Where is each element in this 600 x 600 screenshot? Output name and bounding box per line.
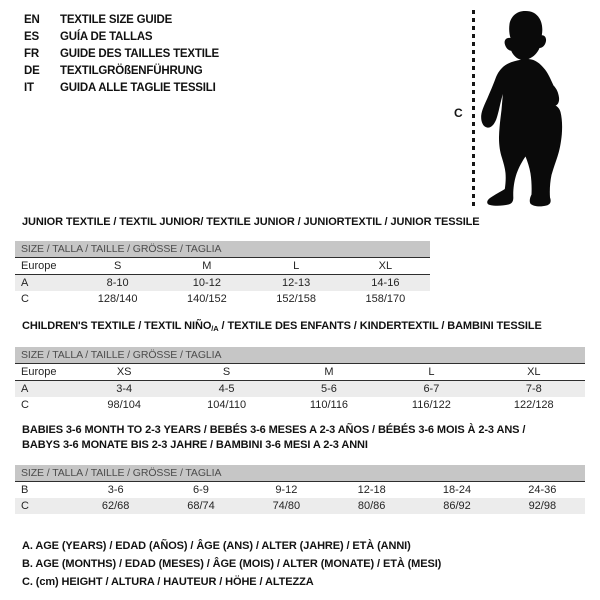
age-cell: 5-6 (321, 383, 337, 395)
age-cell: 4-5 (218, 383, 235, 395)
height-cell: 152/158 (276, 293, 316, 305)
row-label: A (21, 383, 29, 395)
height-cell: 92/98 (528, 500, 557, 512)
language-code: IT (24, 82, 34, 94)
age-row (15, 275, 430, 291)
language-code: FR (24, 48, 39, 60)
language-row (24, 29, 219, 46)
row-label: C (21, 500, 29, 512)
children-table-title (22, 320, 542, 333)
height-cell: 98/104 (107, 399, 142, 411)
row-label: C (21, 293, 29, 305)
months-cell: 18-24 (442, 484, 472, 496)
size-cell: L (293, 260, 300, 272)
age-row (15, 381, 585, 397)
language-row (24, 80, 219, 97)
junior-table-title: JUNIOR TEXTILE / TEXTIL JUNIOR/ TEXTILE JUNIOR / JUNIORTEXTIL / JUNIOR TESSILE (22, 216, 480, 228)
height-cell: 140/152 (186, 293, 227, 305)
size-cell: XL (527, 366, 541, 378)
height-cell: 68/74 (187, 500, 215, 512)
measure-label-c: C (454, 106, 463, 120)
language-label: GUIDE DES TAILLES TEXTILE (60, 48, 219, 60)
footnote-a: A. AGE (YEARS) / EDAD (AÑOS) / ÂGE (ANS) / ALTER (JAHRE) / ETÀ (ANNI) (22, 540, 411, 552)
height-row (15, 291, 430, 307)
age-cell: 6-7 (423, 383, 440, 395)
language-label: GUIDA ALLE TAGLIE TESSILI (60, 82, 216, 94)
height-cell: 122/128 (513, 399, 554, 411)
size-cell: XS (116, 366, 132, 378)
size-cell: S (222, 366, 231, 378)
height-cell: 158/170 (365, 293, 406, 305)
language-header (24, 12, 219, 97)
height-cell: 110/116 (309, 399, 349, 411)
months-cell: 24-36 (528, 484, 557, 496)
legend-footnotes (22, 537, 441, 591)
size-cell: L (428, 366, 435, 378)
height-cell: 128/140 (97, 293, 138, 305)
language-label: GUÍA DE TALLAS (60, 31, 153, 43)
height-cell: 86/92 (443, 500, 471, 512)
size-cell: S (113, 260, 122, 272)
size-cell: M (324, 366, 334, 378)
babies-title-line1: BABIES 3-6 MONTH TO 2-3 YEARS / BEBÉS 3-6 MESES A 2-3 AÑOS / BÉBÉS 3-6 MOIS À 2-3 ANS / (22, 424, 526, 436)
size-header-bar: SIZE / TALLA / TAILLE / GRÖSSE / TAGLIA (15, 241, 430, 258)
language-row (24, 63, 219, 80)
height-cell: 80/86 (357, 500, 386, 512)
months-cell: 6-9 (193, 484, 209, 496)
months-cell: 9-12 (275, 484, 298, 496)
size-header-bar: SIZE / TALLA / TAILLE / GRÖSSE / TAGLIA (15, 347, 585, 364)
size-cell: M (202, 260, 212, 272)
age-cell: 7-8 (525, 383, 542, 395)
age-cell: 12-13 (282, 277, 311, 289)
row-label: B (21, 484, 29, 496)
language-row (24, 12, 219, 29)
region-label: Europe (21, 366, 57, 378)
months-cell: 3-6 (107, 484, 124, 496)
babies-title-line2: BABYS 3-6 MONATE BIS 2-3 JAHRE / BAMBINI 3-6 MESI A 2-3 ANNI (22, 439, 368, 451)
language-row (24, 46, 219, 63)
language-code: EN (24, 14, 40, 26)
height-row (15, 397, 585, 413)
children-title-subscript: /A (211, 324, 219, 333)
language-code: ES (24, 31, 39, 43)
row-label: A (21, 277, 29, 289)
months-cell: 12-18 (357, 484, 386, 496)
babies-table (15, 465, 585, 514)
toddler-silhouette-icon (478, 2, 598, 217)
height-measure-line (472, 10, 475, 206)
size-row (15, 258, 430, 275)
age-cell: 3-4 (116, 383, 133, 395)
height-cell: 104/110 (207, 399, 247, 411)
age-cell: 10-12 (192, 277, 221, 289)
region-label: Europe (21, 260, 57, 272)
months-row (15, 482, 585, 498)
row-label: C (21, 399, 29, 411)
children-title-pre: CHILDREN'S TEXTILE / TEXTIL NIÑO (22, 320, 212, 332)
footnote-b: B. AGE (MONTHS) / EDAD (MESES) / ÂGE (MOIS) / ALTER (MONATE) / ETÀ (MESI) (22, 558, 442, 570)
language-code: DE (24, 65, 40, 77)
height-cell: 74/80 (272, 500, 301, 512)
size-cell: XL (378, 260, 393, 272)
babies-table-title (22, 423, 525, 453)
footnote-c: C. (cm) HEIGHT / ALTURA / HAUTEUR / HÖHE / ALTEZZA (22, 576, 314, 588)
junior-table (15, 241, 430, 307)
size-header-bar: SIZE / TALLA / TAILLE / GRÖSSE / TAGLIA (15, 465, 585, 482)
children-title-post: / TEXTILE DES ENFANTS / KINDERTEXTIL / BAMBINI TESSILE (218, 320, 542, 332)
children-table (15, 347, 585, 413)
height-cell: 116/122 (411, 399, 451, 411)
height-row (15, 498, 585, 514)
age-cell: 8-10 (106, 277, 129, 289)
language-label: TEXTILE SIZE GUIDE (60, 14, 173, 26)
height-cell: 62/68 (101, 500, 130, 512)
language-label: TEXTILGRÖßENFÜHRUNG (60, 65, 203, 77)
size-row (15, 364, 585, 381)
age-cell: 14-16 (371, 277, 400, 289)
